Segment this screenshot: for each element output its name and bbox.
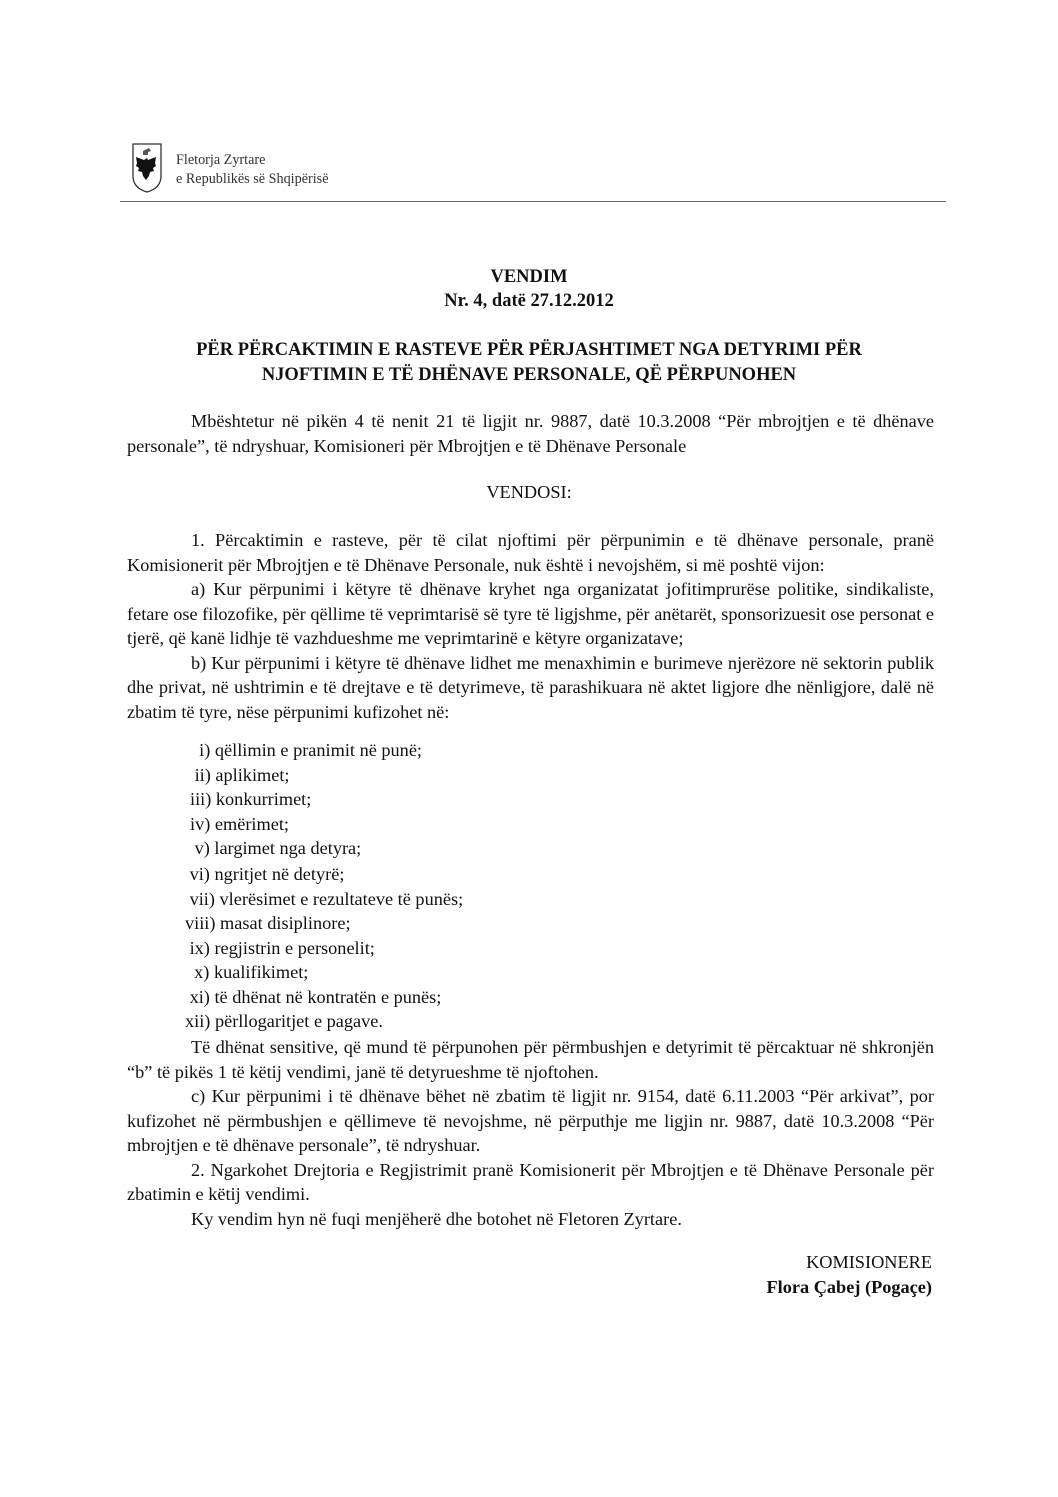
entry-into-force-text: Ky vendim hyn në fuqi menjëherë dhe botohet në Fletoren Zyrtare. [191,1209,682,1229]
list-item: viii) masat disiplinore; [185,913,351,933]
decision-body-continued [127,1035,934,1207]
sensitive-data-note: Të dhënat sensitive, që mund të përpunohen për përmbushjen e detyrimit të përcaktuar në shkronjën “b” të pikës 1 të këtij vendimi, janë të detyrueshme të njoftohen. [127,1037,934,1082]
point-1b: b) Kur përpunimi i këtyre të dhënave lidhet me menaxhimin e burimeve njerëzore në sektorin publik dhe privat, në ushtrimin e të drejtave e të detyrimeve, të parashikuara në aktet ligjore dhe nënligjore, dalë në zbatim të tyre, nëse përpunimi kufizohet në: [127,652,934,722]
list-item: vii) vlerësimet e rezultateve të punës; [185,888,464,909]
list-item: ix) regjistrin e personelit; [185,937,375,958]
gazette-title-line2: e Republikës së Shqipërisë [176,171,329,187]
albanian-coat-of-arms-icon [131,142,163,194]
list-item: v) largimet nga detyra; [190,838,362,858]
point-1b-list-part2 [185,862,463,1034]
point-1: 1. Përcaktimin e rasteve, për të cilat njoftimi për përpunimin e të dhënave personale, pranë Komisionerit për Mbrojtjen e të Dhënave Personale, nuk është i nevojshëm, si më poshtë vijon: [127,530,934,575]
point-2: 2. Ngarkohet Drejtoria e Regjistrimit pranë Komisionerit për Mbrojtjen e të Dhënave Personale për zbatimin e këtij vendimi. [127,1159,934,1204]
gazette-header [120,140,946,200]
list-item: x) kualifikimet; [185,962,309,982]
list-item: ii) aplikimet; [190,764,290,785]
preamble-text: Mbështetur në pikën 4 të nenit 21 të ligjit nr. 9887, datë 10.3.2008 “Për mbrojtjen e të dhënave personale”, të ndryshuar, Komisioneri për Mbrojtjen e të Dhënave Personale [127,411,934,456]
document-number-date: Nr. 4, datë 27.12.2012 [444,291,614,311]
point-1a: a) Kur përpunimi i këtyre të dhënave kryhet nga organizatat jofitimprurëse politike, sindikaliste, fetare ose filozofike, për qëllime të veprimtarisë së tyre të ligjshme, për anëtarët, sponsorizuesit ose personat e tjerë, që kanë lidhje të vazhdueshme me veprimtarinë e këtyre organizatave; [127,579,934,648]
signatory-name: Flora Çabej (Pogaçe) [766,1277,932,1297]
point-1c: c) Kur përpunimi i të dhënave bëhet në zbatim të ligjit nr. 9154, datë 6.11.2003 “Për arkivat”, por kufizohet në përmbushjen e qëllimeve të nevojshme, në përputhje me ligjin nr. 9887, datë 10.3.2008 “Për mbrojtjen e të dhënave personale”, të ndryshuar. [127,1086,934,1155]
header-divider [120,201,946,202]
decides-heading: VENDOSI: [486,482,572,502]
signatory-title: KOMISIONERE [806,1252,932,1272]
list-item: xi) të dhënat në kontratën e punës; [185,986,442,1007]
gazette-title [176,151,329,189]
entry-into-force [127,1207,934,1232]
list-item: i) qëllimin e pranimit në punë; [190,740,423,760]
list-item: xii) përllogaritjet e pagave. [185,1011,383,1031]
decision-body [127,528,934,724]
document-title-line1: PËR PËRCAKTIMIN E RASTEVE PËR PËRJASHTIMET NGA DETYRIMI PËR [196,340,862,360]
point-1b-list-part1 [190,738,422,861]
gazette-title-line1: Fletorja Zyrtare [176,152,266,168]
list-item: iii) konkurrimet; [190,789,312,809]
preamble [127,409,934,458]
list-item: iv) emërimet; [190,813,289,834]
document-type: VENDIM [490,267,568,287]
list-item: vi) ngritjet në detyrë; [185,864,345,884]
document-title-line2: NJOFTIMIN E TË DHËNAVE PERSONALE, QË PËRPUNOHEN [261,365,797,385]
